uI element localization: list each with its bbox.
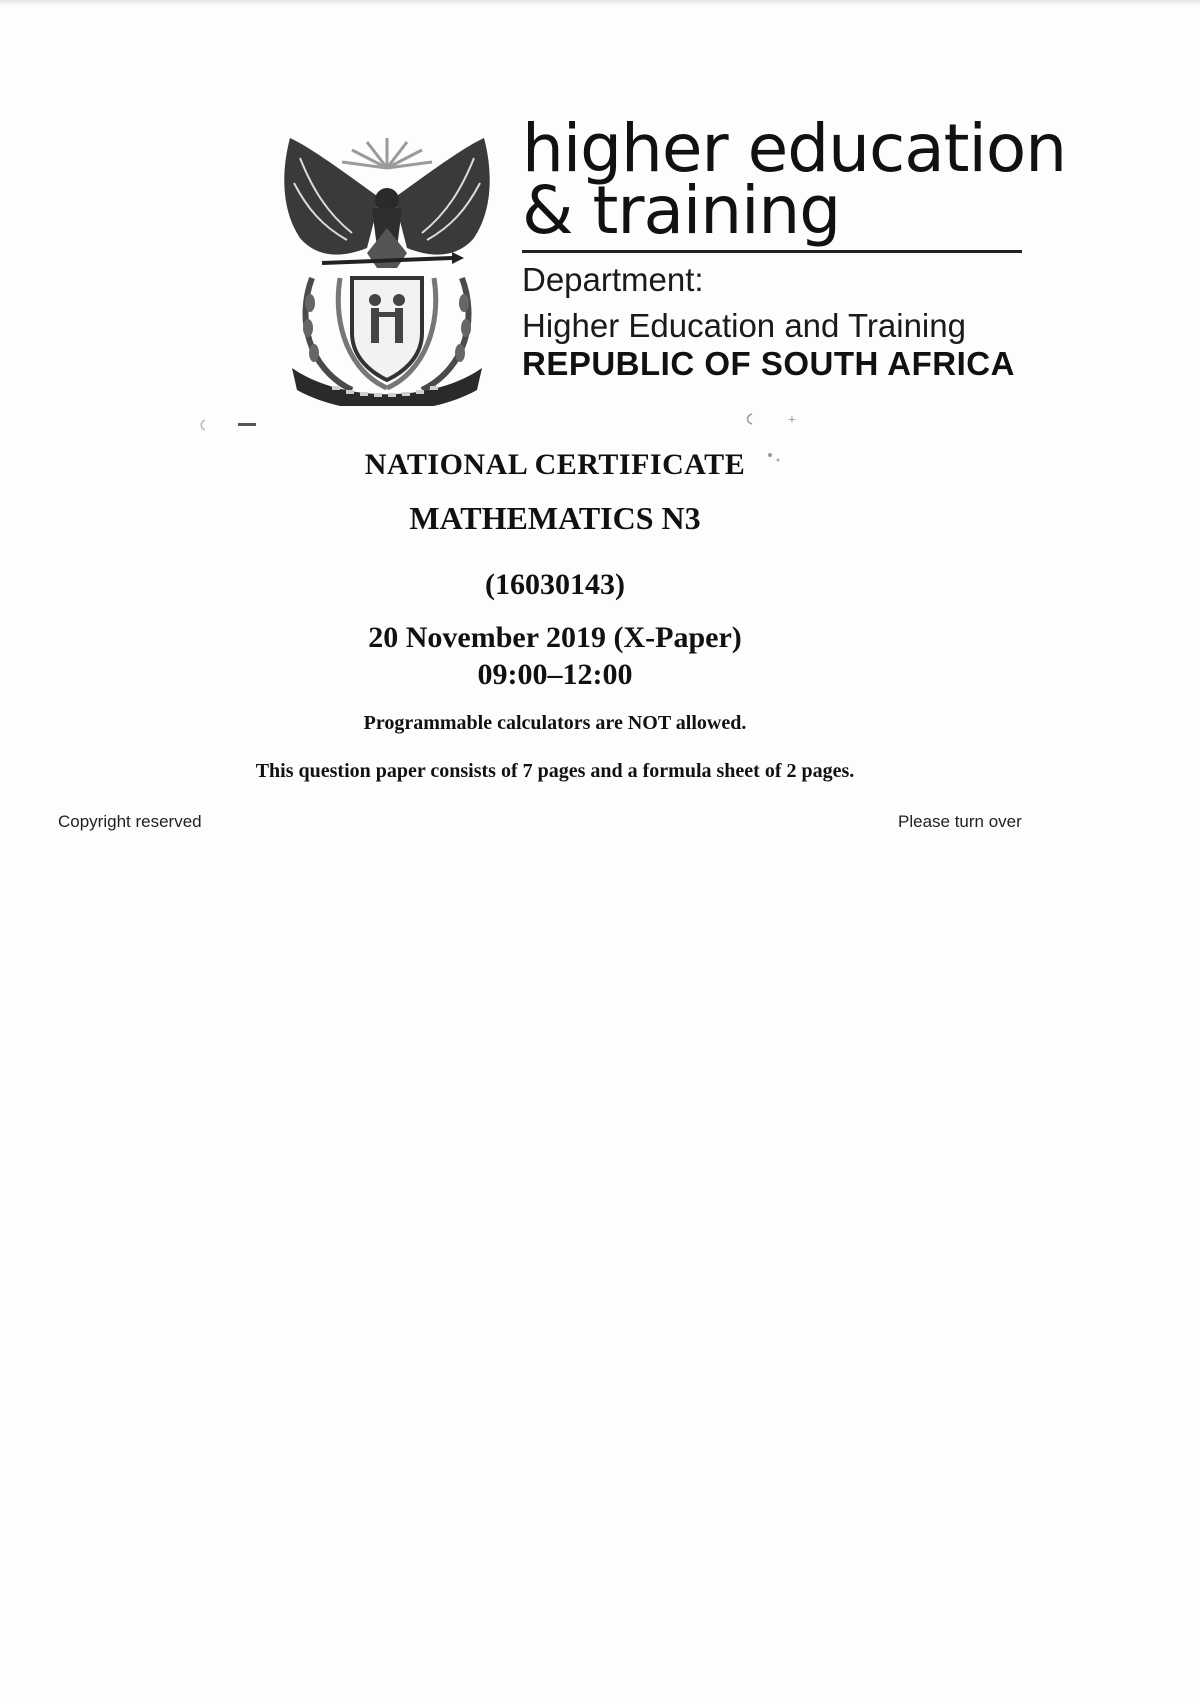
turn-over-notice: Please turn over <box>898 812 1022 831</box>
department-name: Higher Education and Training <box>522 307 966 344</box>
subject-title: MATHEMATICS N3 <box>409 500 701 536</box>
brand-wordmark-line-1: higher education <box>522 110 1067 187</box>
exam-time: 09:00–12:00 <box>477 658 633 691</box>
department-brand-block <box>522 110 1067 383</box>
brand-divider <box>522 250 1022 253</box>
brand-wordmark-line-2: & training <box>522 172 841 249</box>
department-label: Department: <box>522 261 704 298</box>
subject-code: (16030143) <box>485 568 625 601</box>
exam-date: 20 November 2019 (X-Paper) <box>368 621 742 654</box>
calculator-note: Programmable calculators are NOT allowed. <box>363 712 747 734</box>
south-africa-coat-of-arms-icon <box>272 128 502 406</box>
country-name: REPUBLIC OF SOUTH AFRICA <box>522 345 1015 382</box>
certificate-title: NATIONAL CERTIFICATE <box>364 448 746 481</box>
copyright-notice: Copyright reserved <box>58 812 202 831</box>
svg-text:+: + <box>788 413 796 428</box>
scan-edge-shadow <box>0 0 1200 6</box>
page-count-note: This question paper consists of 7 pages and a formula sheet of 2 pages. <box>255 760 855 782</box>
